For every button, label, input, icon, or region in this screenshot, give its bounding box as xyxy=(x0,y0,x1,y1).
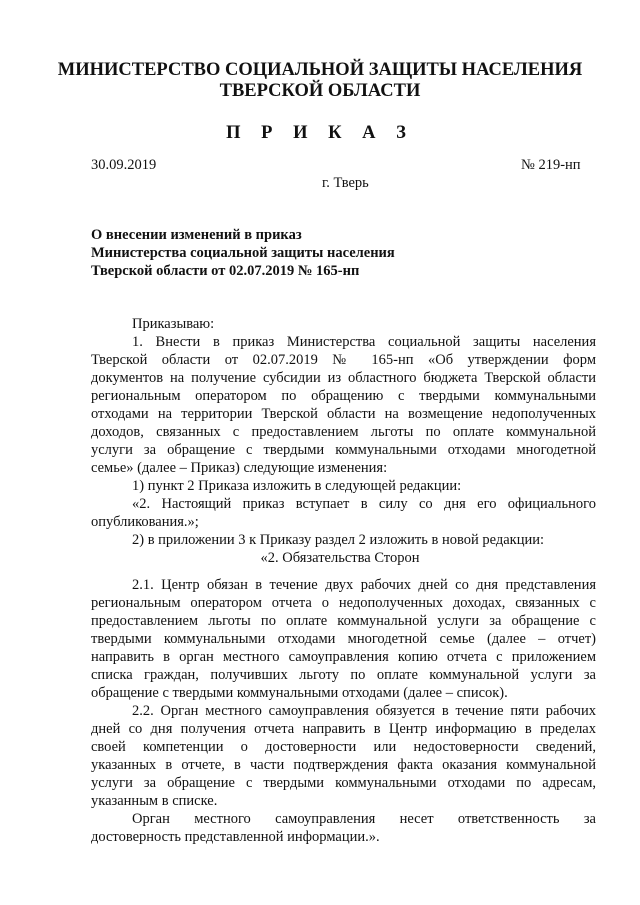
paragraph-2-1-line: 2.1. Центр обязан в течение двух рабочих дней со дня представления xyxy=(132,577,596,593)
intro-text: Приказываю: xyxy=(132,316,215,332)
paragraph-2-1-line: региональным оператором отчета о недополученных доходах, связанных с xyxy=(91,595,596,611)
paragraph-2-2-line: своей компетенции о достоверности или недостоверности сведений, xyxy=(91,739,596,755)
paragraph-2-1-line: направить в орган местного самоуправления копию отчета с приложением xyxy=(91,649,596,665)
section-title: «2. Обязательства Сторон xyxy=(260,550,420,566)
paragraph-2-1-line: предоставлением льготы по оплате коммунальной услуги за обращение с xyxy=(91,613,596,629)
ministry-name-line-1: МИНИСТЕРСТВО СОЦИАЛЬНОЙ ЗАЩИТЫ НАСЕЛЕНИЯ xyxy=(57,60,583,80)
item-1-text: 1) пункт 2 Приказа изложить в следующей редакции: xyxy=(132,478,462,494)
quote-1-line: опубликования.»; xyxy=(91,514,199,530)
item-2-text: 2) в приложении 3 к Приказу раздел 2 изложить в новой редакции: xyxy=(132,532,545,548)
subject-line-2: Министерства социальной защиты населения xyxy=(91,245,395,261)
paragraph-2-2-line: 2.2. Орган местного самоуправления обязуется в течение пяти рабочих xyxy=(132,703,596,719)
paragraph-2-1-line: списка граждан, получивших льготу по оплате коммунальной услуги за xyxy=(91,667,596,683)
paragraph-1-line: Тверской области от 02.07.2019 № 165-нп «Об утверждении форм xyxy=(91,352,596,368)
paragraph-2-2-line: указанных в отчете, в части подтверждения факта оказания коммунальной xyxy=(91,757,596,773)
paragraph-2-2-line: дней со дня получения отчета направить в Центр информацию в пределах xyxy=(91,721,596,737)
subject-line-3: Тверской области от 02.07.2019 № 165-нп xyxy=(91,263,360,279)
quote-1-line: «2. Настоящий приказ вступает в силу со дня его официального xyxy=(132,496,596,512)
paragraph-2-3-line: достоверность представленной информации.». xyxy=(91,829,380,845)
paragraph-2-1-line: твердыми коммунальными отходами многодетной семье (далее – отчет) xyxy=(91,631,596,647)
subject-line-1: О внесении изменений в приказ xyxy=(91,227,302,243)
paragraph-1-line: семье» (далее – Приказ) следующие изменения: xyxy=(91,460,388,476)
order-date: 30.09.2019 xyxy=(91,157,157,173)
paragraph-2-2-line: указанным в списке. xyxy=(91,793,218,809)
paragraph-2-3-line: Орган местного самоуправления несет ответственность за xyxy=(132,811,596,827)
paragraph-2-2-line: услуги за обращение с твердыми коммунальными отходами по адресам, xyxy=(91,775,596,791)
order-number: № 219-нп xyxy=(521,157,581,173)
document-type-title: П Р И К А З xyxy=(226,123,414,143)
ministry-name-line-2: ТВЕРСКОЙ ОБЛАСТИ xyxy=(219,81,421,101)
paragraph-1-line: отходами на территории Тверской области на возмещение недополученных xyxy=(91,406,596,422)
paragraph-1-line: доходов, связанных с предоставлением льготы по оплате коммунальной xyxy=(91,424,596,440)
order-city: г. Тверь xyxy=(322,175,369,191)
paragraph-2-1-line: обращение с твердыми коммунальными отходами (далее – список). xyxy=(91,685,508,701)
paragraph-1-line: 1. Внести в приказ Министерства социальной защиты населения xyxy=(132,334,596,350)
paragraph-1-line: услуги за обращение с твердыми коммунальными отходами многодетной xyxy=(91,442,596,458)
paragraph-1-line: документов на получение субсидии из областного бюджета Тверской области xyxy=(91,370,596,386)
paragraph-1-line: региональным оператором по обращению с твердыми коммунальными xyxy=(91,388,596,404)
